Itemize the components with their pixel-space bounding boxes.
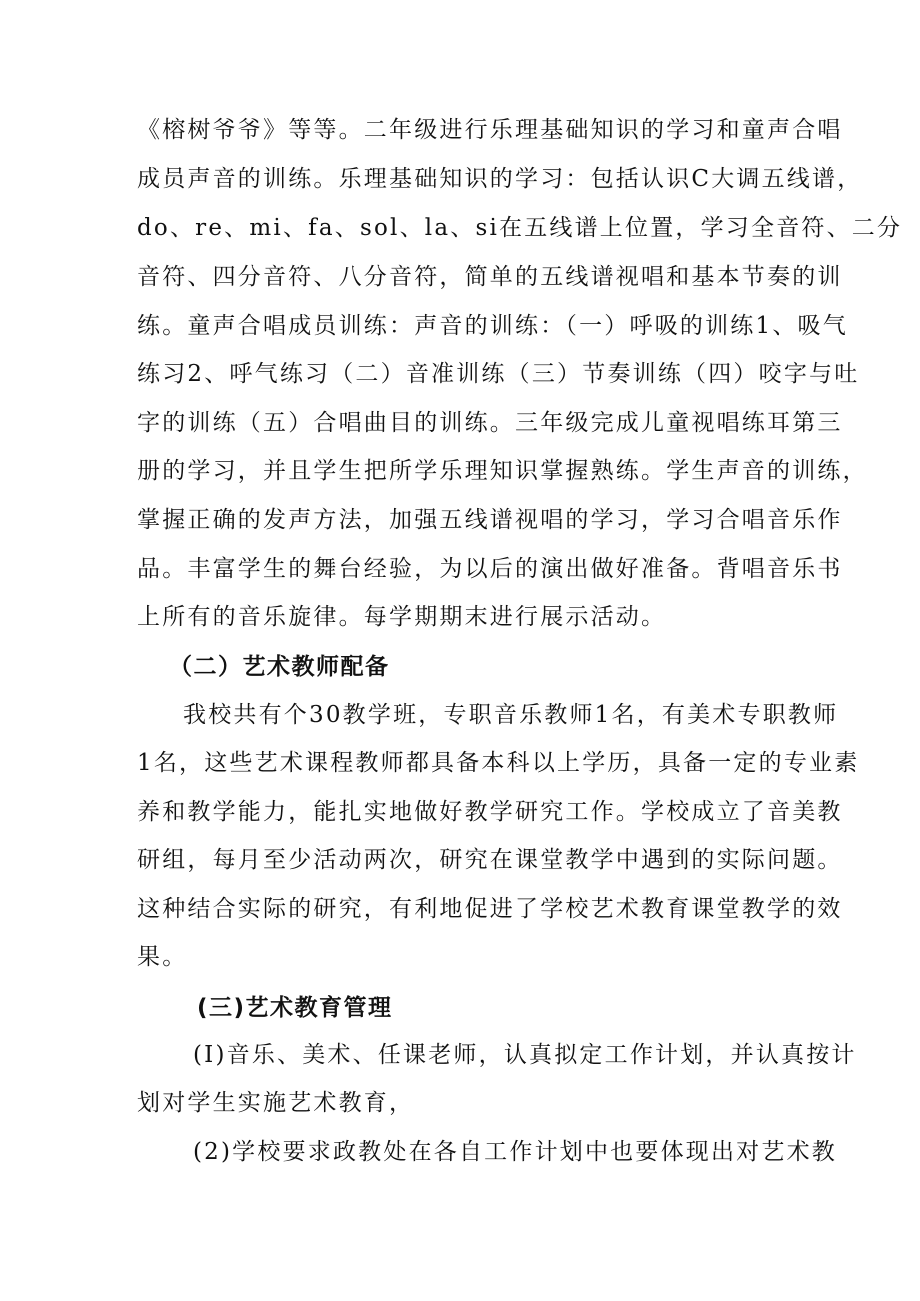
text-line: 字的训练（五）合唱曲目的训练。三年级完成儿童视唱练耳第三 — [137, 410, 843, 436]
text-line: 划对学生实施艺术教育， — [137, 1090, 415, 1116]
text-line: 果。 — [137, 944, 188, 970]
text-line: 我校共有个30教学班，专职音乐教师1名，有美术专职教师 — [183, 702, 839, 728]
section-heading: （二）艺术教师配备 — [169, 654, 390, 680]
text-line: 册的学习，并且学生把所学乐理知识掌握熟练。学生声音的训练， — [137, 458, 868, 484]
text-line: 掌握正确的发声方法，加强五线谱视唱的学习，学习合唱音乐作 — [137, 507, 843, 533]
text-line: 音符、四分音符、八分音符，简单的五线谱视唱和基本节奏的训 — [137, 264, 843, 290]
text-line: 这种结合实际的研究，有利地促进了学校艺术教育课堂教学的效 — [137, 896, 843, 922]
text-line: (I)音乐、美术、任课老师，认真拟定工作计划，并认真按计 — [193, 1042, 857, 1068]
text-line: 成员声音的训练。乐理基础知识的学习：包括认识C大调五线谱， — [137, 166, 863, 192]
text-line: 1名，这些艺术课程教师都具备本科以上学历，具备一定的专业素 — [137, 750, 860, 776]
text-line: 练。童声合唱成员训练：声音的训练：（一）呼吸的训练1、吸气 — [137, 313, 848, 339]
text-line: 《榕树爷爷》等等。二年级进行乐理基础知识的学习和童声合唱 — [137, 117, 843, 143]
text-line: 养和教学能力，能扎实地做好教学研究工作。学校成立了音美教 — [137, 799, 843, 825]
text-line: 研组，每月至少活动两次，研究在课堂教学中遇到的实际问题。 — [137, 847, 843, 873]
text-line: do、re、mi、fa、sol、la、si在五线谱上位置，学习全音符、二分 — [137, 215, 903, 241]
section-heading: (三)艺术教育管理 — [197, 995, 393, 1021]
text-line: 上所有的音乐旋律。每学期期末进行展示活动。 — [137, 604, 667, 630]
text-line: (2)学校要求政教处在各自工作计划中也要体现出对艺术教 — [193, 1139, 837, 1165]
text-line: 品。丰富学生的舞台经验，为以后的演出做好准备。背唱音乐书 — [137, 556, 843, 582]
text-line: 练习2、呼气练习（二）音准训练（三）节奏训练（四）咬字与吐 — [137, 361, 860, 387]
